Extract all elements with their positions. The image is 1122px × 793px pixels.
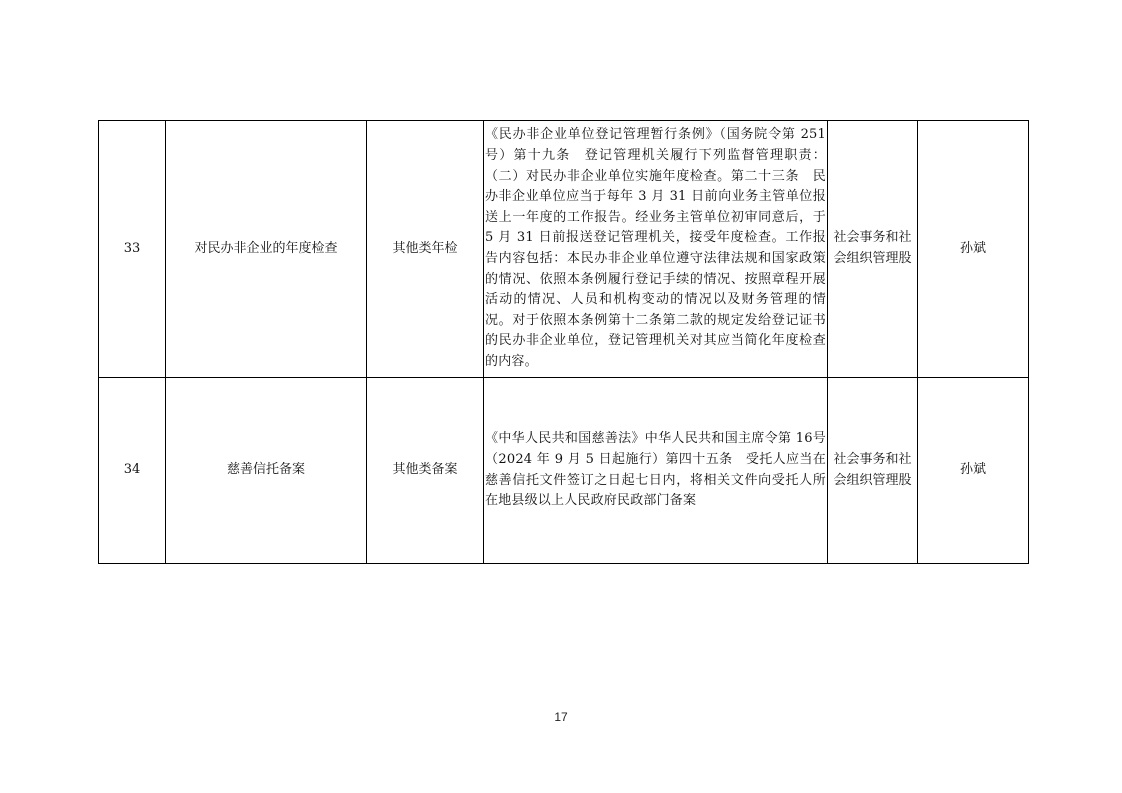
category-cell: 其他类年检 <box>367 121 484 378</box>
row-number-cell: 34 <box>99 378 166 564</box>
department-cell: 社会事务和社会组织管理股 <box>828 378 918 564</box>
item-name-cell: 对民办非企业的年度检查 <box>166 121 367 378</box>
category-cell: 其他类备案 <box>367 378 484 564</box>
legal-basis-cell: 《中华人民共和国慈善法》中华人民共和国主席令第 16号（2024 年 9 月 5 日起施行）第四十五条 受托人应当在慈善信托文件签订之日起七日内，将相关文件向受托人所在地县级以上人民政府民政部门备案 <box>484 378 828 564</box>
table-row <box>99 378 1029 564</box>
legal-basis-cell: 《民办非企业单位登记管理暂行条例》（国务院令第 251号）第十九条 登记管理机关履行下列监督管理职责：（二）对民办非企业单位实施年度检查。第二十三条 民办非企业单位应当于每年 3 月 31 日前向业务主管单位报送上一年度的工作报告。经业务主管单位初审同意后，于 5 月 31 日前报送登记管理机关，接受年度检查。工作报告内容包括：本民办非企业单位遵守法律法规和国家政策的情况、依照本条例履行登记手续的情况、按照章程开展活动的情况、人员和机构变动的情况以及财务管理的情况。对于依照本条例第十二条第二款的规定发给登记证书的民办非企业单位，登记管理机关对其应当简化年度检查的内容。 <box>484 121 828 378</box>
item-name-cell: 慈善信托备案 <box>166 378 367 564</box>
department-cell: 社会事务和社会组织管理股 <box>828 121 918 378</box>
page-number: 17 <box>554 710 568 724</box>
responsible-person-cell: 孙斌 <box>918 121 1029 378</box>
responsibility-table <box>98 120 1029 564</box>
row-number-cell: 33 <box>99 121 166 378</box>
responsible-person-cell: 孙斌 <box>918 378 1029 564</box>
table-row <box>99 121 1029 378</box>
